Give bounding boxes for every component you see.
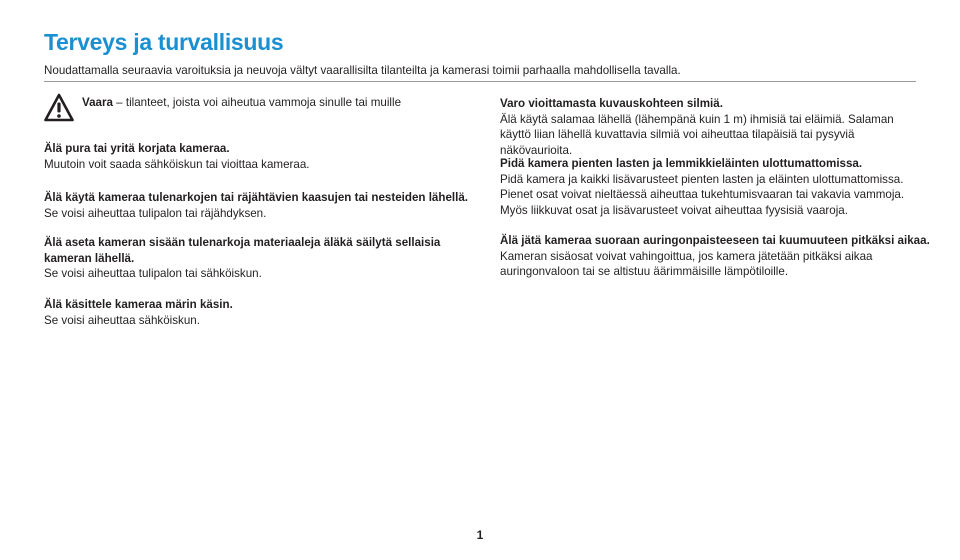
- safety-item-title: Varo vioittamasta kuvauskohteen silmiä.: [500, 97, 723, 110]
- safety-item-eyes: [500, 96, 920, 158]
- safety-item-children-pets: [500, 156, 910, 218]
- safety-item-title: Älä käsittele kameraa märin käsin.: [44, 298, 233, 311]
- warning-triangle-icon: [44, 93, 74, 123]
- warning-legend: [44, 93, 464, 127]
- safety-item-disassembly: [44, 141, 464, 172]
- safety-item-body: Se voisi aiheuttaa sähköiskun.: [44, 313, 200, 327]
- safety-item-title: Älä aseta kameran sisään tulenarkoja materiaaleja äläkä säilytä sellaisia kameran lähellä.: [44, 236, 441, 265]
- safety-item-flammable-materials: [44, 235, 444, 282]
- safety-item-flammable-gases: [44, 190, 474, 221]
- safety-item-sunlight-heat: [500, 233, 930, 280]
- safety-item-title: Älä jätä kameraa suoraan auringonpaisteeseen tai kuumuuteen pitkäksi aikaa.: [500, 234, 930, 247]
- safety-item-body: Se voisi aiheuttaa tulipalon tai sähköiskun.: [44, 267, 262, 280]
- safety-item-title: Älä pura tai yritä korjata kameraa.: [44, 142, 230, 155]
- header-divider: [44, 81, 916, 82]
- intro-text: Noudattamalla seuraavia varoituksia ja neuvoja vältyt vaarallisilta tilanteilta ja kamerasi toimii parhaalla mahdollisella tavalla.: [44, 64, 681, 77]
- safety-item-body: Kameran sisäosat voivat vahingoittua, jos kamera jätetään pitkäksi aikaa auringonvaloon tai se altistuu äärimmäisille lämpötiloille.: [500, 249, 873, 278]
- warning-label: Vaara: [82, 96, 113, 109]
- safety-item-body: Pidä kamera ja kaikki lisävarusteet pienten lasten ja eläinten ulottumattomissa. Pienet osat voivat nieltäessä aiheuttaa tukehtumisvaaran tai vakavia vammoja. Myös liikkuvat osat ja lisävarusteet voivat aiheuttaa fyysisiä vaaroja.: [500, 172, 905, 217]
- safety-item-title: Pidä kamera pienten lasten ja lemmikkieläinten ulottumattomissa.: [500, 157, 863, 170]
- warning-separator: –: [112, 96, 126, 109]
- page-title: Terveys ja turvallisuus: [44, 29, 284, 55]
- safety-item-body: Se voisi aiheuttaa tulipalon tai räjähdyksen.: [44, 206, 267, 220]
- safety-item-body: Älä käytä salamaa lähellä (lähempänä kuin 1 m) ihmisiä tai eläimiä. Salaman käyttö liian lähellä kuvattavia silmiä voi aiheuttaa tilapäisiä tai pysyviä näkövaurioita.: [500, 112, 894, 157]
- safety-item-title: Älä käytä kameraa tulenarkojen tai räjähtävien kaasujen tai nesteiden lähellä.: [44, 191, 469, 204]
- safety-item-wet-hands: [44, 297, 464, 328]
- warning-description: tilanteet, joista voi aiheutua vammoja sinulle tai muille: [125, 96, 402, 109]
- safety-item-body: Muutoin voit saada sähköiskun tai vioittaa kameraa.: [44, 157, 310, 171]
- warning-legend-text: [82, 96, 401, 109]
- page-number: 1: [476, 528, 484, 542]
